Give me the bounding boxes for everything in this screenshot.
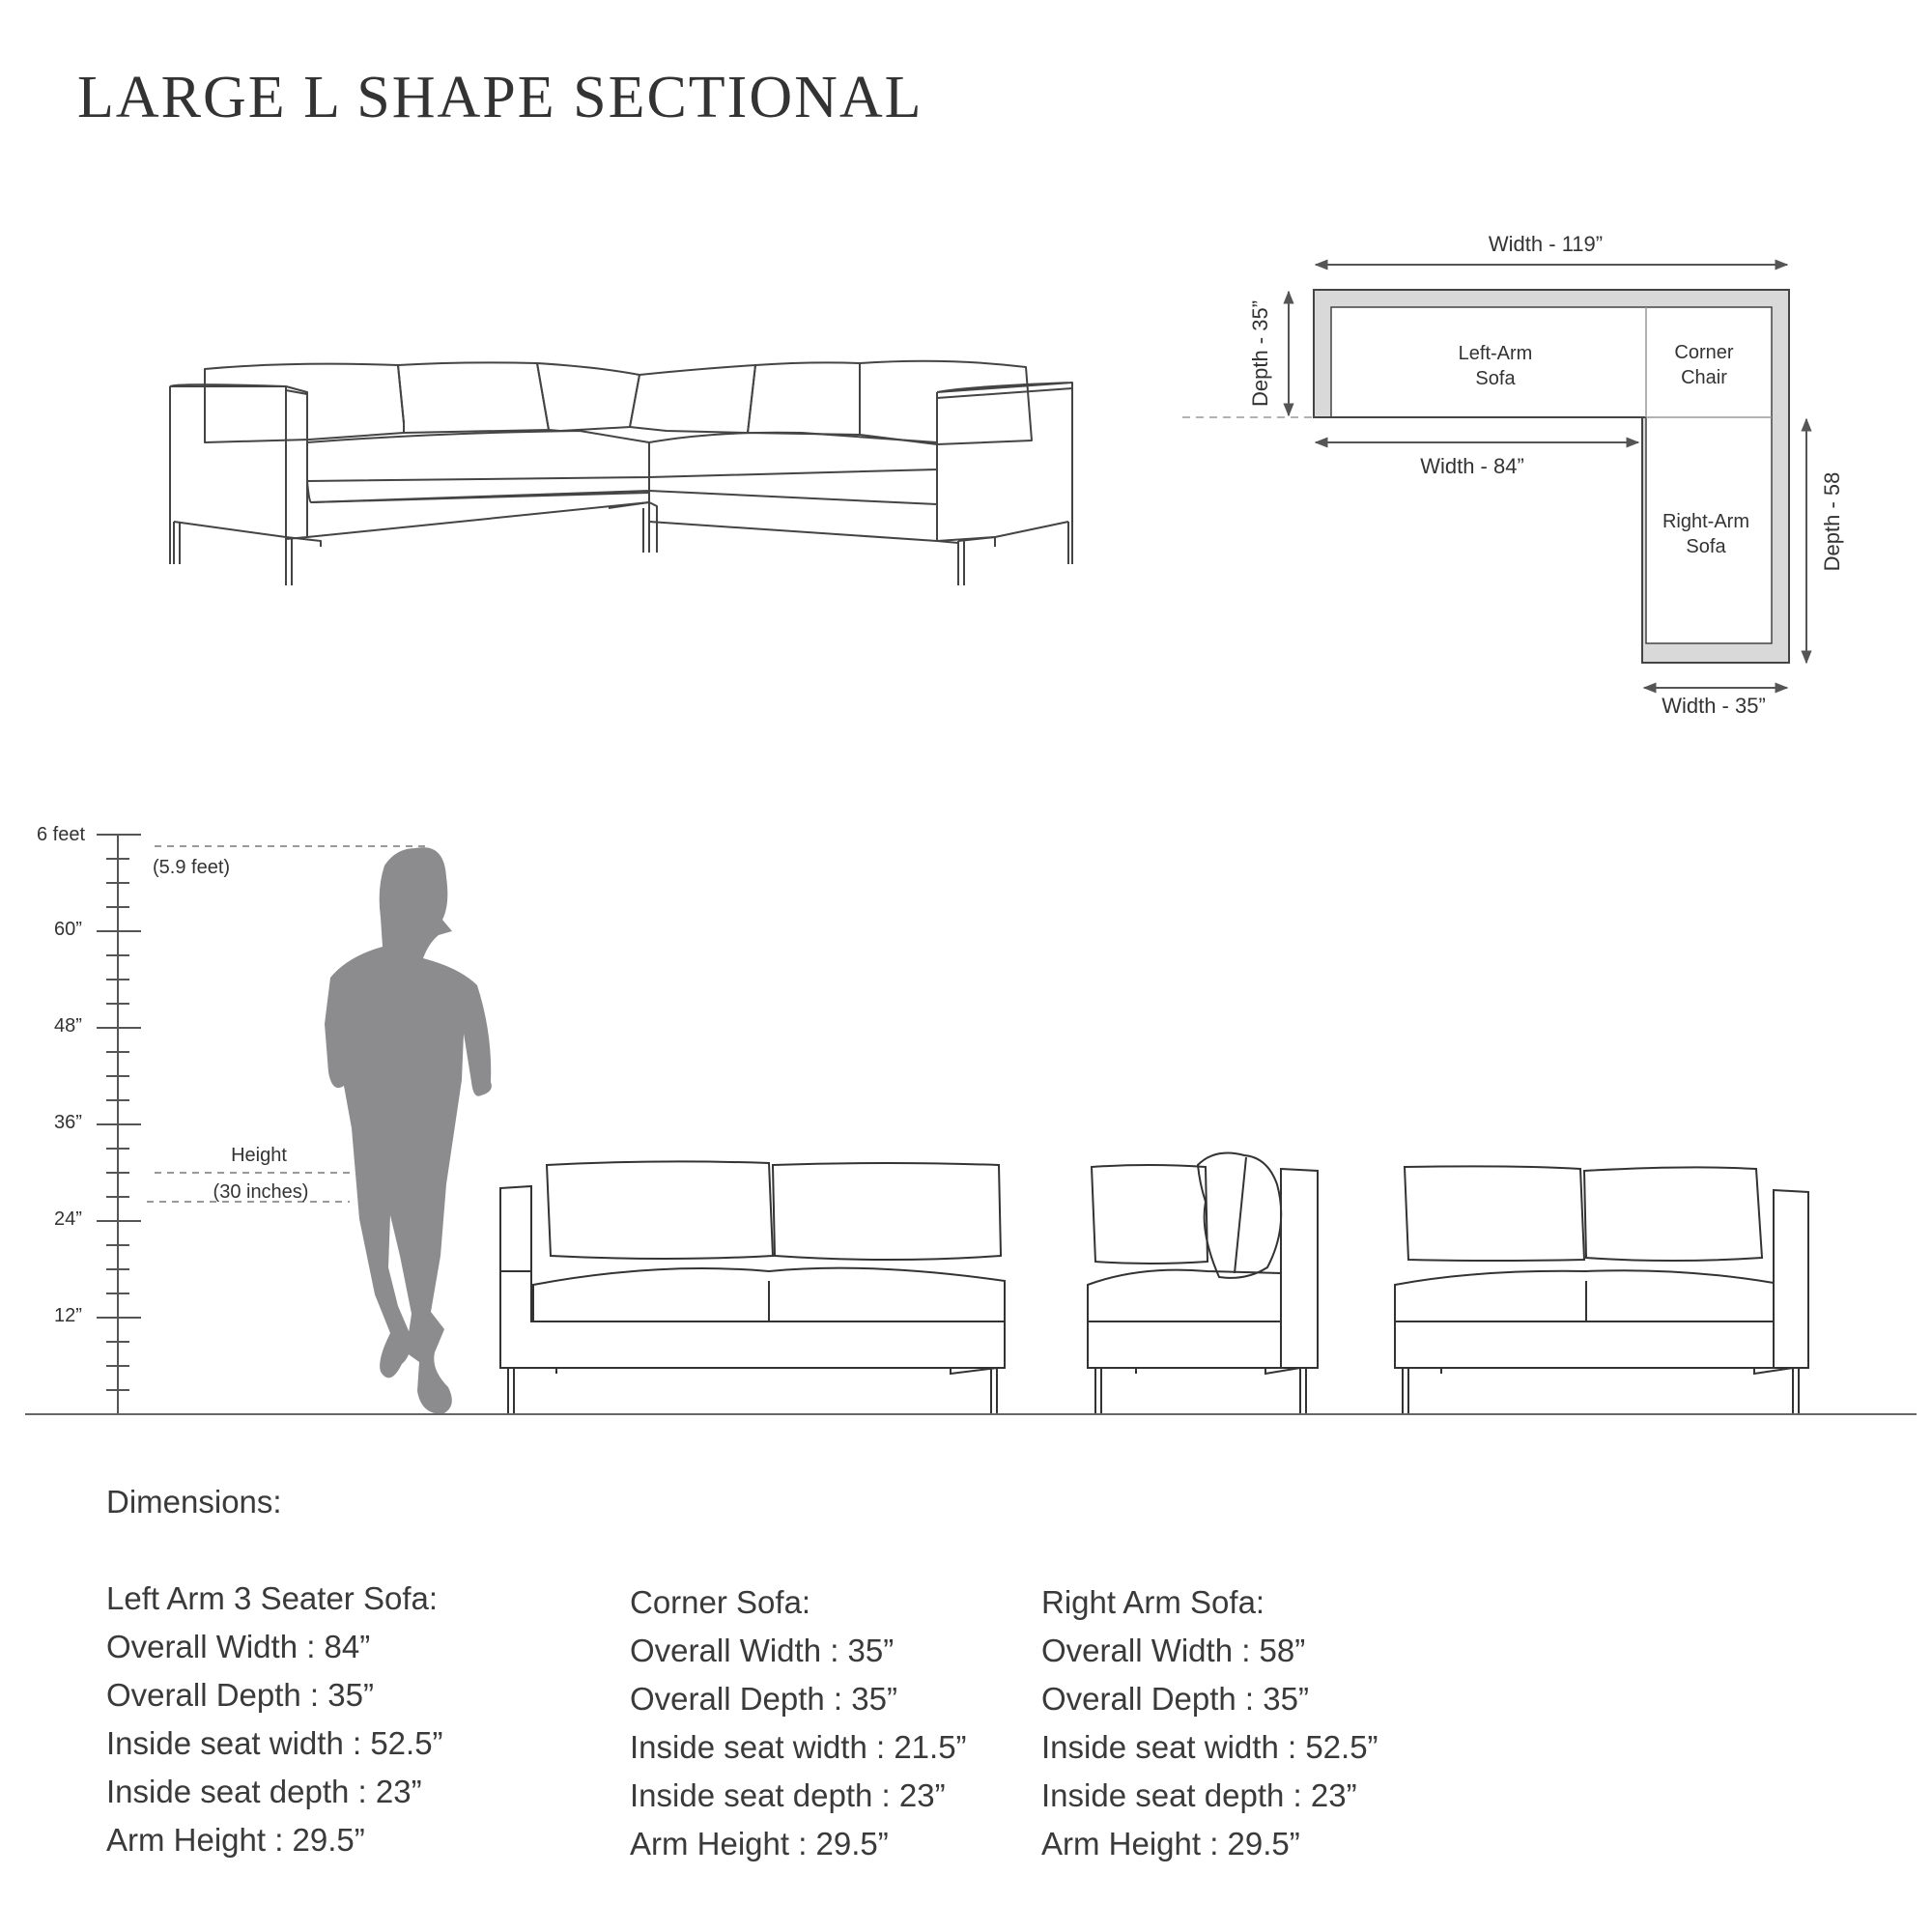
left-arm-sofa-label-1: Left-Arm bbox=[1458, 343, 1533, 364]
person-height-label: (5.9 feet) bbox=[153, 857, 231, 878]
spec-line: Overall Width : 58” bbox=[1041, 1633, 1306, 1668]
height-label: Height bbox=[231, 1145, 287, 1166]
depth-right-label: Depth - 58 bbox=[1820, 471, 1844, 572]
width-total-label: Width - 119” bbox=[1488, 232, 1604, 256]
tick-label-12: 12” bbox=[54, 1305, 82, 1326]
corner-chair-label-1: Corner bbox=[1674, 342, 1734, 363]
spec-line: Arm Height : 29.5” bbox=[106, 1822, 365, 1858]
spec-line: Overall Width : 35” bbox=[630, 1633, 895, 1668]
spec-line: Inside seat depth : 23” bbox=[630, 1777, 946, 1813]
right-arm-sofa-label-1: Right-Arm bbox=[1662, 511, 1750, 532]
spec-line: Overall Depth : 35” bbox=[106, 1677, 374, 1713]
tick-label-60: 60” bbox=[54, 919, 82, 940]
spec-line: Overall Depth : 35” bbox=[630, 1681, 897, 1717]
dimensions-heading: Dimensions: bbox=[106, 1484, 282, 1520]
spec-line: Inside seat width : 52.5” bbox=[106, 1725, 443, 1761]
spec-line: Overall Width : 84” bbox=[106, 1629, 371, 1664]
six-feet-label: 6 feet bbox=[37, 824, 86, 845]
spec-line: Overall Depth : 35” bbox=[1041, 1681, 1309, 1717]
spec-column-right-arm bbox=[1041, 1578, 1378, 1868]
spec-line: Inside seat width : 21.5” bbox=[630, 1729, 967, 1765]
spec-line: Inside seat depth : 23” bbox=[1041, 1777, 1357, 1813]
plan-view-drawing bbox=[1182, 232, 1844, 718]
spec-line: Arm Height : 29.5” bbox=[1041, 1826, 1300, 1861]
spec-column-title: Left Arm 3 Seater Sofa: bbox=[106, 1580, 439, 1616]
corner-sofa-elevation bbox=[1088, 1153, 1318, 1414]
left-arm-sofa-elevation bbox=[500, 1161, 1005, 1414]
spec-column-left-arm bbox=[106, 1575, 443, 1864]
width-left-label: Width - 84” bbox=[1420, 454, 1524, 478]
spec-line: Inside seat width : 52.5” bbox=[1041, 1729, 1378, 1765]
height-scale-ruler bbox=[97, 835, 141, 1414]
spec-column-title: Corner Sofa: bbox=[630, 1584, 811, 1620]
tick-label-36: 36” bbox=[54, 1112, 82, 1133]
right-arm-sofa-elevation bbox=[1395, 1166, 1808, 1414]
person-silhouette bbox=[325, 847, 492, 1414]
tick-label-48: 48” bbox=[54, 1015, 82, 1037]
spec-column-corner bbox=[630, 1578, 967, 1868]
page-title: LARGE L SHAPE SECTIONAL bbox=[77, 65, 923, 130]
left-arm-sofa-label-2: Sofa bbox=[1475, 368, 1516, 389]
spec-column-title: Right Arm Sofa: bbox=[1041, 1584, 1265, 1620]
sectional-perspective-drawing bbox=[170, 361, 1072, 585]
width-bottom-label: Width - 35” bbox=[1662, 694, 1766, 718]
depth-top-label: Depth - 35” bbox=[1248, 299, 1272, 408]
corner-chair-label-2: Chair bbox=[1681, 367, 1727, 388]
spec-line: Arm Height : 29.5” bbox=[630, 1826, 889, 1861]
height-value-label: (30 inches) bbox=[213, 1181, 309, 1203]
right-arm-sofa-label-2: Sofa bbox=[1686, 536, 1726, 557]
tick-label-24: 24” bbox=[54, 1208, 82, 1230]
spec-line: Inside seat depth : 23” bbox=[106, 1774, 422, 1809]
